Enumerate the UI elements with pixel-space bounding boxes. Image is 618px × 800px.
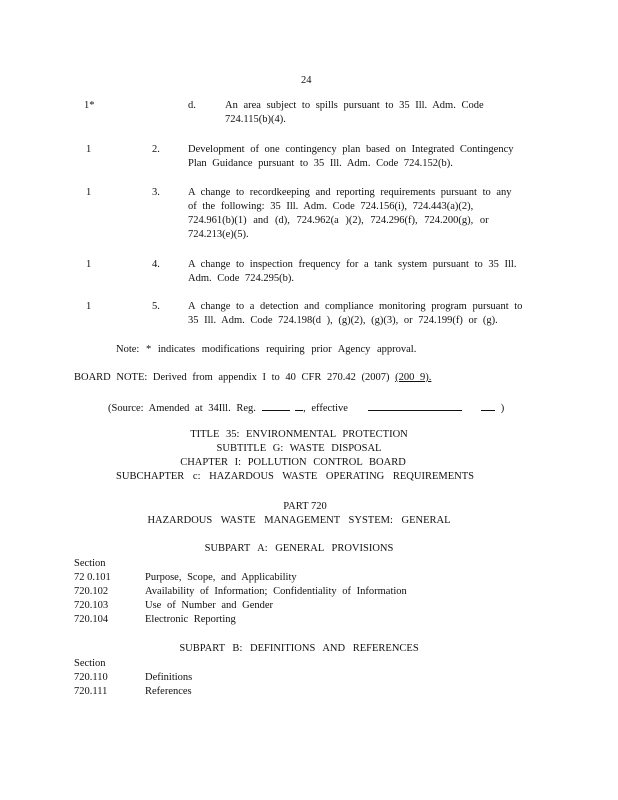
item-letter: d. <box>188 100 196 111</box>
item-number: 3. <box>152 187 160 198</box>
board-note-amended: (200 9). <box>395 372 432 383</box>
section-number: 720.110 <box>74 672 108 683</box>
section-label: Section <box>74 658 106 669</box>
blank-line <box>368 400 462 411</box>
item-flag: 1 <box>86 187 92 198</box>
item-line: 35 Ill. Adm. Code 724.198(d ), (g)(2), (g)(3), or 724.199(f) or (g). <box>188 315 498 326</box>
subchapter-heading: SUBCHAPTER c: HAZARDOUS WASTE OPERATING REQUIREMENTS <box>116 471 474 482</box>
subpart-b-heading: SUBPART B: DEFINITIONS AND REFERENCES <box>179 643 419 654</box>
blank-line <box>295 400 303 411</box>
source-prefix: (Source: Amended at 34Ill. Reg. <box>108 403 256 414</box>
board-note <box>74 371 431 385</box>
item-flag: 1 <box>86 259 92 270</box>
section-label: Section <box>74 558 106 569</box>
item-number: 5. <box>152 301 160 312</box>
item-flag: 1 <box>86 301 92 312</box>
section-number: 720.103 <box>74 600 109 611</box>
section-title: Purpose, Scope, and Applicability <box>145 572 297 583</box>
section-title: Definitions <box>145 672 193 683</box>
item-line: 724.961(b)(1) and (d), 724.962(a )(2), 724.296(f), 724.200(g), or <box>188 215 489 226</box>
item-line: A change to inspection frequency for a tank system pursuant to 35 Ill. <box>188 259 517 270</box>
item-line: A change to recordkeeping and reporting requirements pursuant to any <box>188 187 512 198</box>
section-number: 720.102 <box>74 586 109 597</box>
page-number: 24 <box>301 75 312 86</box>
item-line: 724.115(b)(4). <box>225 114 286 125</box>
section-title: Use of Number and Gender <box>145 600 274 611</box>
note-text: Note: * indicates modifications requiring prior Agency approval. <box>116 344 417 355</box>
item-flag: 1* <box>84 100 95 111</box>
title-heading: TITLE 35: ENVIRONMENTAL PROTECTION <box>190 429 408 440</box>
section-title: Electronic Reporting <box>145 614 236 625</box>
item-line: Development of one contingency plan based on Integrated Contingency <box>188 144 514 155</box>
item-line: of the following: 35 Ill. Adm. Code 724.156(i), 724.443(a)(2), <box>188 201 474 212</box>
source-effective: , effective <box>303 403 348 414</box>
board-note-text: BOARD NOTE: Derived from appendix I to 40 CFR 270.42 (2007) <box>74 372 390 383</box>
item-line: A change to a detection and compliance monitoring program pursuant to <box>188 301 523 312</box>
source-suffix: ) <box>500 403 505 414</box>
blank-line <box>481 400 495 411</box>
subtitle-heading: SUBTITLE G: WASTE DISPOSAL <box>216 443 382 454</box>
item-number: 2. <box>152 144 160 155</box>
item-number: 4. <box>152 259 160 270</box>
item-line: An area subject to spills pursuant to 35 Ill. Adm. Code <box>225 100 484 111</box>
section-number: 72 0.101 <box>74 572 111 583</box>
section-title: Availability of Information; Confidentiality of Information <box>145 586 407 597</box>
part-title-heading: HAZARDOUS WASTE MANAGEMENT SYSTEM: GENERAL <box>147 515 451 526</box>
item-flag: 1 <box>86 144 92 155</box>
source-line <box>108 400 504 416</box>
chapter-heading: CHAPTER I: POLLUTION CONTROL BOARD <box>180 457 406 468</box>
blank-line <box>262 400 290 411</box>
part-heading: PART 720 <box>283 501 327 512</box>
section-title: References <box>145 686 192 697</box>
section-number: 720.104 <box>74 614 109 625</box>
item-line: Plan Guidance pursuant to 35 Ill. Adm. Code 724.152(b). <box>188 158 453 169</box>
section-number: 720.111 <box>74 686 108 697</box>
subpart-a-heading: SUBPART A: GENERAL PROVISIONS <box>204 543 394 554</box>
item-line: Adm. Code 724.295(b). <box>188 273 295 284</box>
item-line: 724.213(e)(5). <box>188 229 249 240</box>
